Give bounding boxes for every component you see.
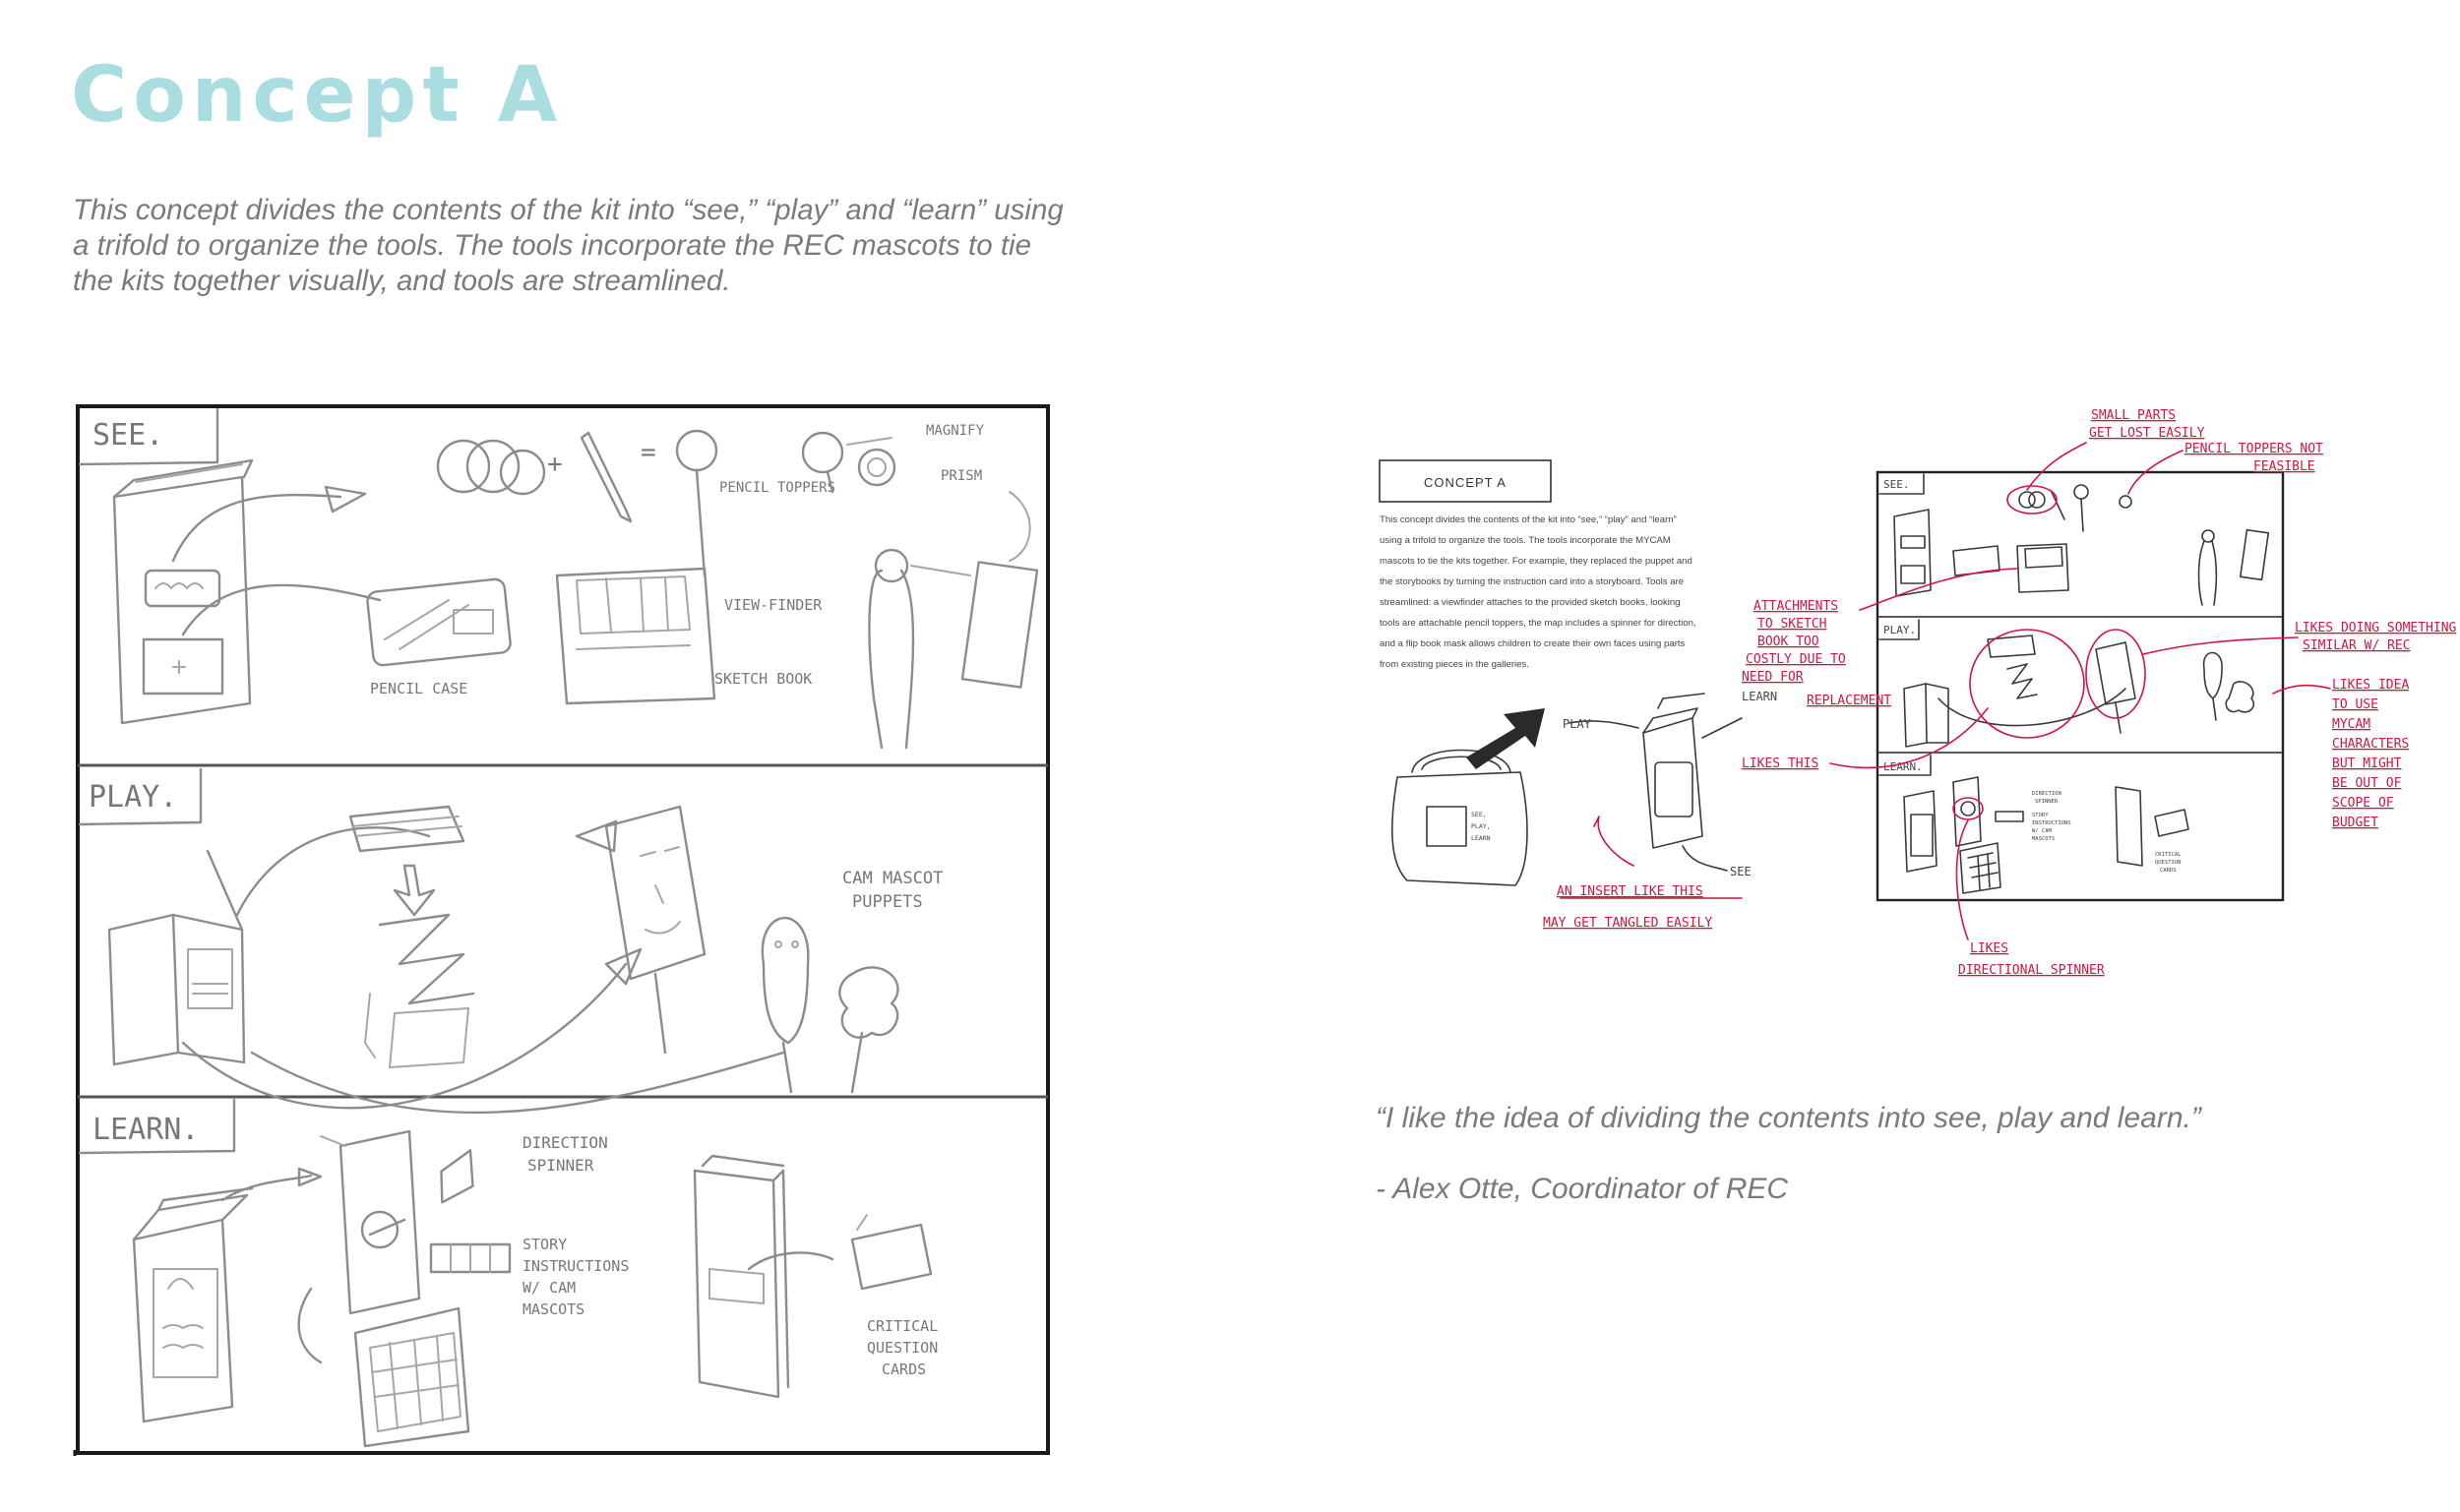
sheet-label: CONCEPT A xyxy=(1424,475,1507,490)
trifold-sketch xyxy=(1563,690,1777,878)
play-heading: PLAY. xyxy=(89,780,178,815)
fb-23: BUDGET xyxy=(2332,816,2378,830)
svg-text:MASCOTS: MASCOTS xyxy=(2032,836,2056,842)
learn-note-9: CARDS xyxy=(882,1361,927,1378)
learn-note-6: MASCOTS xyxy=(523,1300,585,1318)
fb-4: FEASIBLE xyxy=(2253,459,2315,474)
mini-play: PLAY. xyxy=(1883,624,1917,636)
svg-text:=: = xyxy=(641,438,656,467)
learn-note-8: QUESTION xyxy=(867,1339,939,1357)
learn-note-7: CRITICAL xyxy=(867,1317,939,1335)
learn-note-4: INSTRUCTIONS xyxy=(523,1257,630,1275)
svg-text:W/ CAM: W/ CAM xyxy=(2032,828,2052,834)
svg-text:SPINNER: SPINNER xyxy=(2035,799,2059,805)
mini-see: SEE. xyxy=(1883,478,1910,491)
see-note-4: VIEW-FINDER xyxy=(724,596,823,614)
storyboard-sketch xyxy=(75,403,1051,1456)
fb-1: SMALL PARTS xyxy=(2091,408,2177,423)
page-title: Concept A xyxy=(71,51,564,140)
svg-text:STORY: STORY xyxy=(2032,813,2049,818)
see-note-5: PENCIL CASE xyxy=(370,680,468,697)
fb-2: GET LOST EASILY xyxy=(2089,426,2205,441)
fb-25: DIRECTIONAL SPINNER xyxy=(1958,963,2105,978)
fb-3: PENCIL TOPPERS NOT xyxy=(2184,442,2323,456)
see-note-1: MAGNIFY xyxy=(926,423,985,439)
fb-5: ATTACHMENTS xyxy=(1753,599,1839,614)
sketch-play: PLAY xyxy=(1563,717,1591,731)
fb-18: MYCAM xyxy=(2332,717,2371,732)
sheet-line-4: the storybooks by turning the instruction card into a storyboard. Tools are xyxy=(1380,576,1685,587)
svg-text:CARDS: CARDS xyxy=(2160,868,2177,874)
svg-text:DIRECTION: DIRECTION xyxy=(2032,791,2061,797)
sheet-line-8: from existing pieces in the galleries. xyxy=(1380,659,1529,670)
svg-text:PLAY,: PLAY, xyxy=(1471,822,1491,830)
learn-note-3: STORY xyxy=(523,1236,568,1253)
quote-attribution: - Alex Otte, Coordinator of REC xyxy=(1376,1173,1789,1205)
learn-note-5: W/ CAM xyxy=(523,1279,577,1297)
fb-11: LIKES THIS xyxy=(1742,756,1819,771)
fb-12: AN INSERT LIKE THIS xyxy=(1557,884,1703,899)
see-heading: SEE. xyxy=(92,418,164,453)
fb-19: CHARACTERS xyxy=(2332,737,2410,752)
svg-text:SEE,: SEE, xyxy=(1471,811,1487,818)
feedback-sheet xyxy=(1338,403,2457,994)
fb-16: LIKES IDEA xyxy=(2332,678,2410,693)
svg-text:CRITICAL: CRITICAL xyxy=(2155,852,2182,858)
see-note-2: PRISM xyxy=(941,468,983,484)
sketch-learn: LEARN xyxy=(1742,690,1778,703)
svg-text:+: + xyxy=(547,450,563,479)
play-note-2: PUPPETS xyxy=(852,892,923,912)
mini-storyboard xyxy=(1877,472,2283,900)
see-note-3: PENCIL TOPPERS xyxy=(719,480,836,496)
feedback-quote: “I like the idea of dividing the contents into see, play and learn.” xyxy=(1376,1102,2201,1134)
svg-text:QUESTION: QUESTION xyxy=(2155,860,2182,866)
fb-17: TO USE xyxy=(2332,697,2378,712)
fb-24: LIKES xyxy=(1970,941,2009,956)
fb-8: COSTLY DUE TO xyxy=(1746,652,1846,667)
concept-description: This concept divides the contents of the kit into “see,” “play” and “learn” using a trifold to organize the tools. The tools incorporate the REC mascots to tie the kits together visually, and tools are streamlined. xyxy=(73,194,1064,297)
learn-heading: LEARN. xyxy=(92,1113,200,1147)
sheet-line-7: and a flip book mask allows children to create their own faces using parts xyxy=(1380,638,1686,649)
sheet-line-3: mascots to tie the kits together. For example, they replaced the puppet and xyxy=(1380,556,1692,567)
fb-15: SIMILAR W/ REC xyxy=(2303,638,2411,653)
fb-14: LIKES DOING SOMETHING xyxy=(2295,621,2457,635)
fb-13: MAY GET TANGLED EASILY xyxy=(1543,916,1713,931)
sheet-line-1: This concept divides the contents of the kit into “see,” “play” and “learn” xyxy=(1380,514,1677,525)
bag-label: SEE, PLAY, LEARN xyxy=(1338,403,1347,404)
fb-7: BOOK TOO xyxy=(1757,635,1819,649)
fb-6: TO SKETCH xyxy=(1757,617,1827,632)
sheet-line-5: streamlined: a viewfinder attaches to the provided sketch books, looking xyxy=(1380,597,1681,608)
play-note-1: CAM MASCOT xyxy=(842,869,944,888)
learn-note-2: SPINNER xyxy=(527,1156,594,1175)
mini-learn: LEARN. xyxy=(1883,760,1923,773)
sheet-line-6: tools are attachable pencil toppers, the map includes a spinner for direction, xyxy=(1380,618,1696,629)
fb-10: REPLACEMENT xyxy=(1807,694,1892,708)
fb-20: BUT MIGHT xyxy=(2332,756,2402,771)
fb-9: NEED FOR xyxy=(1742,670,1804,685)
sketch-see: SEE xyxy=(1730,865,1752,878)
svg-text:INSTRUCTIONS: INSTRUCTIONS xyxy=(2032,820,2071,826)
svg-text:LEARN: LEARN xyxy=(1471,834,1491,842)
sheet-line-2: using a trifold to organize the tools. The tools incorporate the MYCAM xyxy=(1380,535,1671,546)
fb-21: BE OUT OF xyxy=(2332,776,2402,791)
see-note-6: SKETCH BOOK xyxy=(714,670,813,688)
learn-note-1: DIRECTION xyxy=(523,1133,608,1152)
fb-22: SCOPE OF xyxy=(2332,796,2394,811)
